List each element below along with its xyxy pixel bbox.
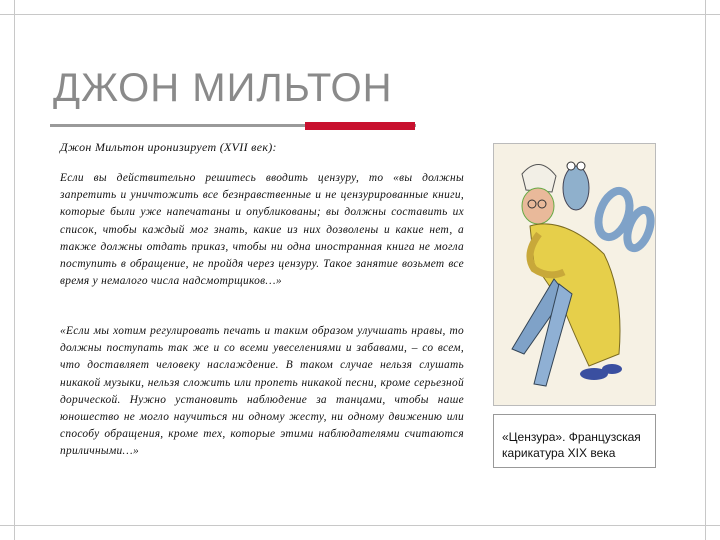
frame-line-top [0,14,720,15]
slide-title: ДЖОН МИЛЬТОН [53,66,393,110]
slide-subtitle: Джон Мильтон иронизирует (XVII век): [60,140,277,154]
caricature-image [493,143,656,406]
frame-line-left [14,0,15,540]
frame-line-right [705,0,706,540]
title-accent-bar [305,122,415,130]
frame-line-bottom [0,525,720,526]
quote-paragraph-1: Если вы действительно решитесь вводить цензуру, то «вы должны запретить и уничтожить все безнравственные и не цензурированные книги, которые были уже напечатаны и опубликованы; вы должны составить их список, чтобы каждый мог знать, какие из них дозволены и какие нет, а также должны отдать приказ, чтобы ни одна иностранная книга не могла поступить в обращение, не пройдя через цензуру. Такое занятие возьмет все время у немалого числа надсмотрщиков…» [60,172,464,288]
image-caption: «Цензура». Французская карикатура XIX века [493,414,656,468]
caricature-drawing [494,144,655,405]
quote-paragraph-2: «Если мы хотим регулировать печать и таким образом улучшать нравы, то должны поступать так же и со всеми увеселениями и забавами, – со всем, что доставляет человеку наслаждение. В таком случае нельзя слушать никакой музыки, нельзя сложить или пропеть никакой песни, кроме серьезной дорической. Нужно установить наблюдение за танцами, чтобы наше юношество не могло научиться ни одному жесту, ни одному движению или способу обращения, кроме тех, которые этими наблюдателями считаются приличными…» [60,325,464,458]
